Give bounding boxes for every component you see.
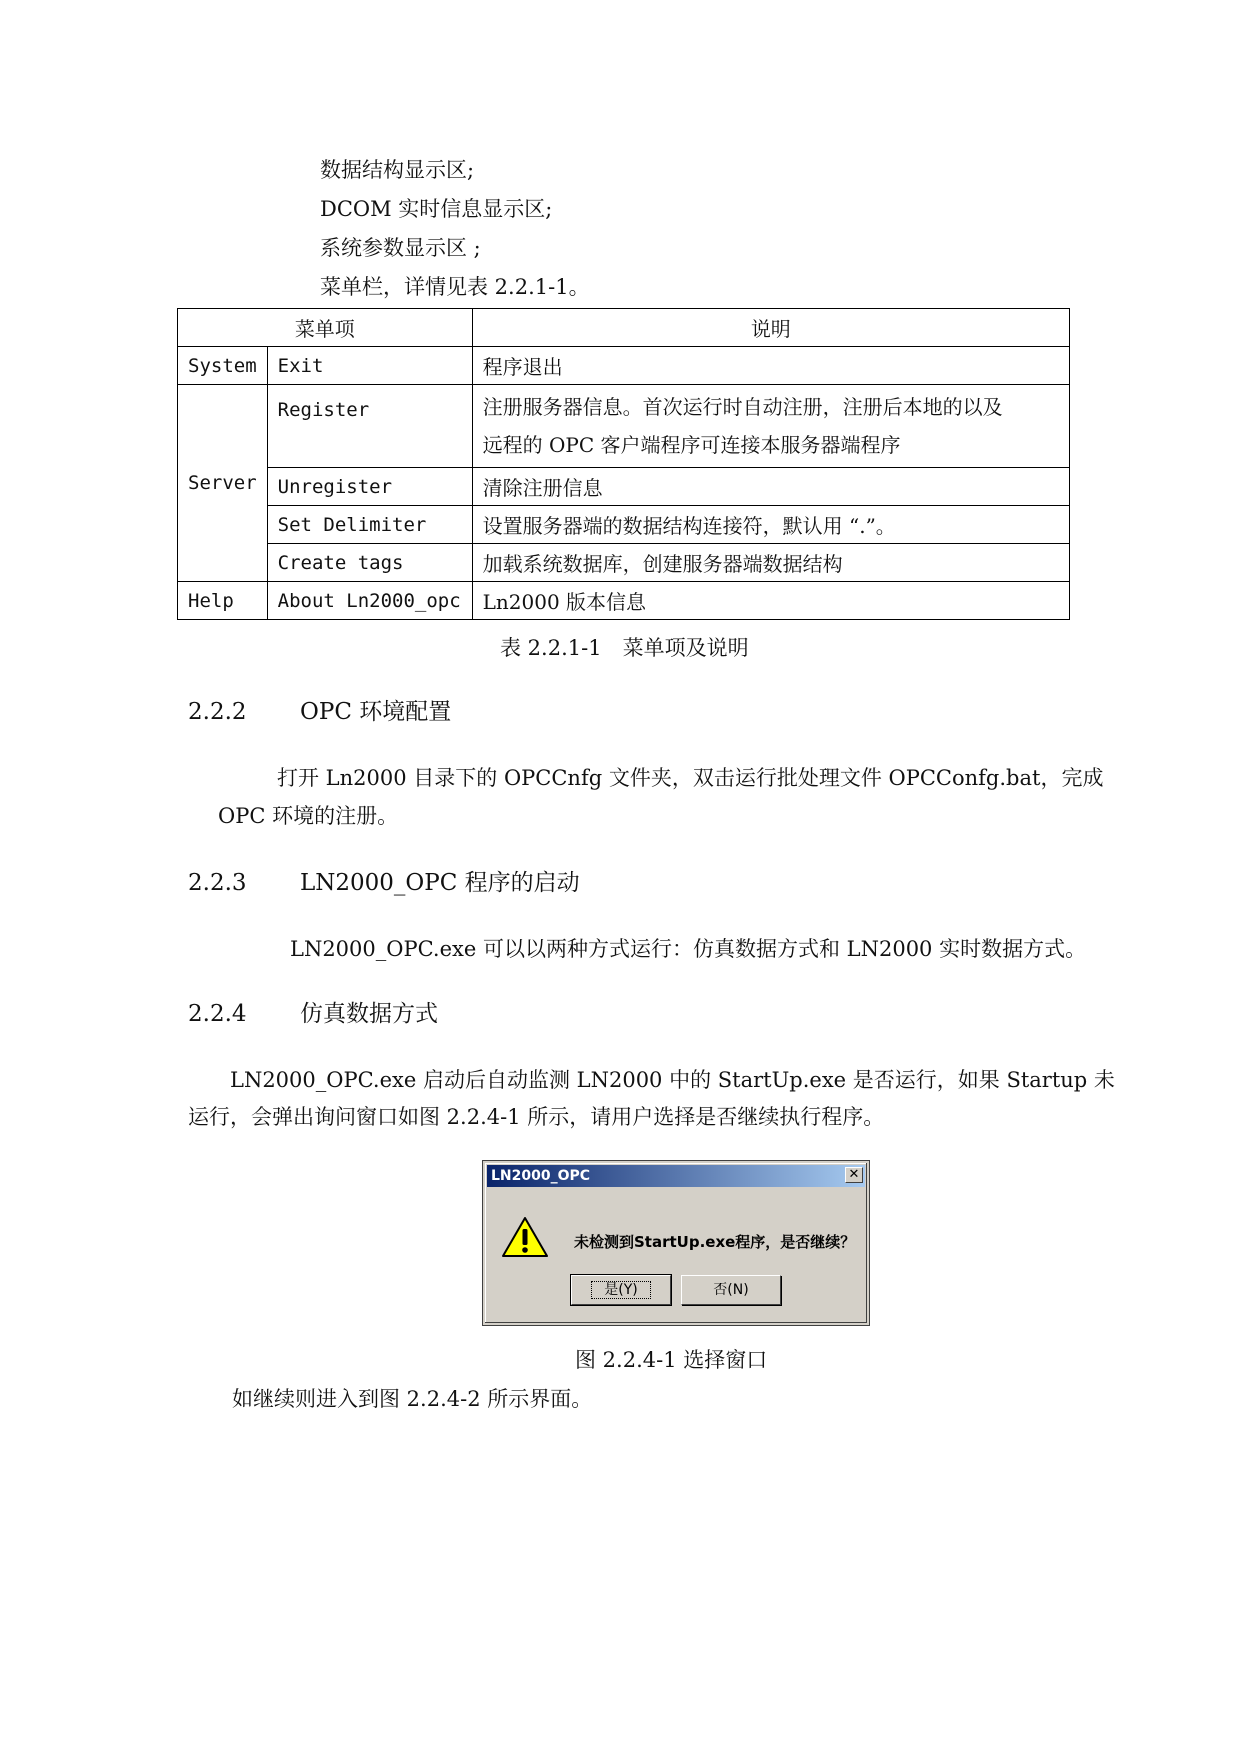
section-224-para-line-1: LN2000_OPC.exe 启动后自动监测 LN2000 中的 StartUp.exe 是否运行，如果 Startup 未 (230, 1068, 1115, 1092)
desc-unregister: 清除注册信息 (472, 468, 1069, 506)
section-title-223: LN2000_OPC 程序的启动 (300, 870, 580, 896)
desc-register-line-2: 远程的 OPC 客户端程序可连接本服务器端程序 (482, 433, 901, 457)
item-register: Register (267, 385, 472, 468)
table-row (178, 544, 1070, 582)
section-number-223: 2.2.3 (188, 870, 247, 896)
item-unregister: Unregister (267, 468, 472, 506)
desc-set-delimiter: 设置服务器端的数据结构连接符，默认用 “.”。 (472, 506, 1069, 544)
desc-register-line-1: 注册服务器信息。首次运行时自动注册，注册后本地的以及 (482, 395, 1003, 419)
no-button-label: 否(N) (713, 1282, 749, 1298)
warning-icon (501, 1215, 549, 1259)
dialog-title: LN2000_OPC (491, 1168, 591, 1184)
section-223-para: LN2000_OPC.exe 可以以两种方式运行：仿真数据方式和 LN2000 实时数据方式。 (290, 937, 1087, 961)
dialog-message: 未检测到StartUp.exe程序，是否继续？ (574, 1233, 856, 1251)
table-caption: 表 2.2.1-1 菜单项及说明 (500, 636, 749, 660)
section-title-224: 仿真数据方式 (300, 1001, 438, 1027)
group-server: Server (178, 385, 268, 582)
intro-line-3: 系统参数显示区 ; (320, 236, 481, 260)
group-system: System (178, 347, 268, 385)
close-icon: ✕ (848, 1167, 860, 1182)
item-about: About Ln2000_opc (267, 582, 472, 620)
intro-line-1: 数据结构显示区; (320, 158, 475, 182)
desc-about: Ln2000 版本信息 (472, 582, 1069, 620)
table-header-row (178, 309, 1070, 347)
yes-button[interactable] (571, 1275, 671, 1305)
no-button[interactable] (681, 1275, 781, 1305)
table-row (178, 347, 1070, 385)
section-224-para-line-2: 运行，会弹出询问窗口如图 2.2.4-1 所示，请用户选择是否继续执行程序。 (188, 1105, 885, 1129)
section-222-para-line-2: OPC 环境的注册。 (218, 804, 399, 828)
section-number-222: 2.2.2 (188, 699, 247, 725)
header-description: 说明 (472, 309, 1069, 347)
section-number-224: 2.2.4 (188, 1001, 247, 1027)
header-menu-item: 菜单项 (178, 309, 473, 347)
closing-line: 如继续则进入到图 2.2.4-2 所示界面。 (232, 1387, 593, 1411)
intro-line-4: 菜单栏，详情见表 2.2.1-1。 (320, 275, 590, 299)
desc-create-tags: 加载系统数据库，创建服务器端数据结构 (472, 544, 1069, 582)
desc-exit: 程序退出 (472, 347, 1069, 385)
group-help: Help (178, 582, 268, 620)
intro-line-2: DCOM 实时信息显示区; (320, 197, 553, 221)
close-button[interactable] (845, 1167, 863, 1183)
yes-button-label: 是(Y) (591, 1281, 650, 1299)
item-set-delimiter: Set Delimiter (267, 506, 472, 544)
desc-register (472, 385, 1069, 468)
table-row (178, 582, 1070, 620)
section-222-para-line-1: 打开 Ln2000 目录下的 OPCCnfg 文件夹，双击运行批处理文件 OPCConfg.bat，完成 (277, 766, 1104, 790)
item-exit: Exit (267, 347, 472, 385)
table-row (178, 385, 1070, 468)
item-create-tags: Create tags (267, 544, 472, 582)
menu-table (177, 308, 1070, 620)
table-row (178, 506, 1070, 544)
confirm-dialog (483, 1161, 869, 1325)
dialog-titlebar (487, 1165, 865, 1187)
table-row (178, 468, 1070, 506)
figure-caption: 图 2.2.4-1 选择窗口 (575, 1348, 768, 1372)
section-title-222: OPC 环境配置 (300, 699, 452, 725)
